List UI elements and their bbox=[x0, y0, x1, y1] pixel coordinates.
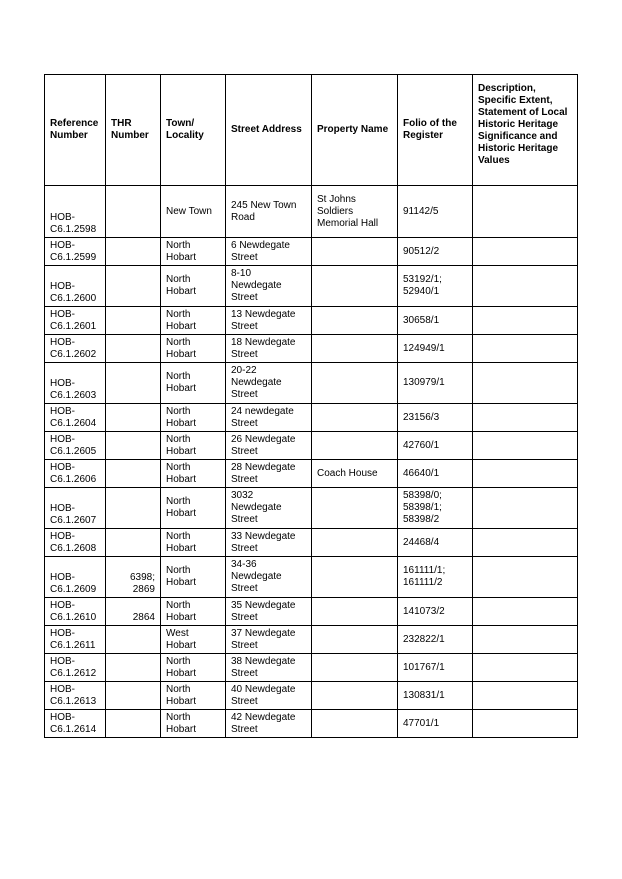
property-name-cell bbox=[312, 557, 398, 598]
reference-number-cell: HOB- C6.1.2609 bbox=[45, 557, 106, 598]
reference-number-cell: HOB- C6.1.2613 bbox=[45, 682, 106, 710]
table-row bbox=[45, 335, 578, 363]
town-locality-cell: North Hobart bbox=[161, 307, 226, 335]
description-cell bbox=[473, 654, 578, 682]
reference-number-cell: HOB- C6.1.2601 bbox=[45, 307, 106, 335]
column-header-folio: Folio of the Register bbox=[398, 75, 473, 186]
description-cell bbox=[473, 432, 578, 460]
reference-number-cell: HOB- C6.1.2600 bbox=[45, 266, 106, 307]
description-cell bbox=[473, 626, 578, 654]
property-name-cell: Coach House bbox=[312, 460, 398, 488]
property-name-cell bbox=[312, 682, 398, 710]
description-cell bbox=[473, 682, 578, 710]
street-address-cell: 42 Newdegate Street bbox=[226, 710, 312, 738]
thr-number-cell bbox=[106, 654, 161, 682]
table-row bbox=[45, 363, 578, 404]
table-row bbox=[45, 710, 578, 738]
description-cell bbox=[473, 363, 578, 404]
town-locality-cell: North Hobart bbox=[161, 682, 226, 710]
description-cell bbox=[473, 710, 578, 738]
thr-number-cell bbox=[106, 710, 161, 738]
thr-number-cell bbox=[106, 432, 161, 460]
thr-number-cell: 2864 bbox=[106, 598, 161, 626]
folio-cell: 53192/1; 52940/1 bbox=[398, 266, 473, 307]
property-name-cell bbox=[312, 307, 398, 335]
table-row bbox=[45, 557, 578, 598]
table-row bbox=[45, 488, 578, 529]
folio-cell: 42760/1 bbox=[398, 432, 473, 460]
town-locality-cell: North Hobart bbox=[161, 266, 226, 307]
street-address-cell: 40 Newdegate Street bbox=[226, 682, 312, 710]
column-header-town-locality: Town/ Locality bbox=[161, 75, 226, 186]
town-locality-cell: North Hobart bbox=[161, 404, 226, 432]
thr-number-cell bbox=[106, 186, 161, 238]
table-row bbox=[45, 432, 578, 460]
column-header-street-address: Street Address bbox=[226, 75, 312, 186]
table-row bbox=[45, 460, 578, 488]
folio-cell: 130979/1 bbox=[398, 363, 473, 404]
property-name-cell bbox=[312, 335, 398, 363]
folio-cell: 91142/5 bbox=[398, 186, 473, 238]
reference-number-cell: HOB- C6.1.2607 bbox=[45, 488, 106, 529]
reference-number-cell: HOB- C6.1.2606 bbox=[45, 460, 106, 488]
street-address-cell: 37 Newdegate Street bbox=[226, 626, 312, 654]
thr-number-cell bbox=[106, 266, 161, 307]
property-name-cell bbox=[312, 710, 398, 738]
town-locality-cell: North Hobart bbox=[161, 529, 226, 557]
reference-number-cell: HOB- C6.1.2602 bbox=[45, 335, 106, 363]
thr-number-cell bbox=[106, 460, 161, 488]
heritage-register-table bbox=[44, 74, 578, 738]
description-cell bbox=[473, 460, 578, 488]
table-body bbox=[45, 186, 578, 738]
table-header-row bbox=[45, 75, 578, 186]
reference-number-cell: HOB- C6.1.2614 bbox=[45, 710, 106, 738]
folio-cell: 47701/1 bbox=[398, 710, 473, 738]
table-row bbox=[45, 529, 578, 557]
thr-number-cell bbox=[106, 682, 161, 710]
folio-cell: 101767/1 bbox=[398, 654, 473, 682]
folio-cell: 46640/1 bbox=[398, 460, 473, 488]
property-name-cell bbox=[312, 598, 398, 626]
thr-number-cell bbox=[106, 238, 161, 266]
thr-number-cell bbox=[106, 335, 161, 363]
description-cell bbox=[473, 266, 578, 307]
reference-number-cell: HOB- C6.1.2608 bbox=[45, 529, 106, 557]
street-address-cell: 6 Newdegate Street bbox=[226, 238, 312, 266]
property-name-cell bbox=[312, 626, 398, 654]
street-address-cell: 18 Newdegate Street bbox=[226, 335, 312, 363]
reference-number-cell: HOB- C6.1.2610 bbox=[45, 598, 106, 626]
reference-number-cell: HOB- C6.1.2611 bbox=[45, 626, 106, 654]
town-locality-cell: North Hobart bbox=[161, 335, 226, 363]
table-row bbox=[45, 626, 578, 654]
town-locality-cell: New Town bbox=[161, 186, 226, 238]
thr-number-cell: 6398; 2869 bbox=[106, 557, 161, 598]
folio-cell: 58398/0; 58398/1; 58398/2 bbox=[398, 488, 473, 529]
street-address-cell: 34-36 Newdegate Street bbox=[226, 557, 312, 598]
description-cell bbox=[473, 488, 578, 529]
town-locality-cell: North Hobart bbox=[161, 238, 226, 266]
column-header-description: Description, Specific Extent, Statement of Local Historic Heritage Significance and Historic Heritage Values bbox=[473, 75, 578, 186]
table-row bbox=[45, 266, 578, 307]
street-address-cell: 38 Newdegate Street bbox=[226, 654, 312, 682]
property-name-cell bbox=[312, 529, 398, 557]
thr-number-cell bbox=[106, 529, 161, 557]
town-locality-cell: North Hobart bbox=[161, 488, 226, 529]
folio-cell: 24468/4 bbox=[398, 529, 473, 557]
description-cell bbox=[473, 186, 578, 238]
property-name-cell bbox=[312, 266, 398, 307]
property-name-cell bbox=[312, 404, 398, 432]
town-locality-cell: West Hobart bbox=[161, 626, 226, 654]
table-row bbox=[45, 186, 578, 238]
folio-cell: 124949/1 bbox=[398, 335, 473, 363]
table-row bbox=[45, 404, 578, 432]
description-cell bbox=[473, 335, 578, 363]
table-row bbox=[45, 654, 578, 682]
reference-number-cell: HOB- C6.1.2599 bbox=[45, 238, 106, 266]
folio-cell: 23156/3 bbox=[398, 404, 473, 432]
thr-number-cell bbox=[106, 363, 161, 404]
description-cell bbox=[473, 238, 578, 266]
street-address-cell: 26 Newdegate Street bbox=[226, 432, 312, 460]
street-address-cell: 3032 Newdegate Street bbox=[226, 488, 312, 529]
description-cell bbox=[473, 404, 578, 432]
street-address-cell: 33 Newdegate Street bbox=[226, 529, 312, 557]
description-cell bbox=[473, 557, 578, 598]
town-locality-cell: North Hobart bbox=[161, 363, 226, 404]
town-locality-cell: North Hobart bbox=[161, 432, 226, 460]
folio-cell: 90512/2 bbox=[398, 238, 473, 266]
description-cell bbox=[473, 529, 578, 557]
town-locality-cell: North Hobart bbox=[161, 710, 226, 738]
table-row bbox=[45, 682, 578, 710]
thr-number-cell bbox=[106, 488, 161, 529]
town-locality-cell: North Hobart bbox=[161, 557, 226, 598]
town-locality-cell: North Hobart bbox=[161, 598, 226, 626]
property-name-cell bbox=[312, 654, 398, 682]
description-cell bbox=[473, 598, 578, 626]
table-row bbox=[45, 598, 578, 626]
property-name-cell bbox=[312, 432, 398, 460]
property-name-cell bbox=[312, 488, 398, 529]
street-address-cell: 245 New Town Road bbox=[226, 186, 312, 238]
town-locality-cell: North Hobart bbox=[161, 460, 226, 488]
street-address-cell: 13 Newdegate Street bbox=[226, 307, 312, 335]
street-address-cell: 20-22 Newdegate Street bbox=[226, 363, 312, 404]
folio-cell: 161111/1; 161111/2 bbox=[398, 557, 473, 598]
property-name-cell: St Johns Soldiers Memorial Hall bbox=[312, 186, 398, 238]
description-cell bbox=[473, 307, 578, 335]
town-locality-cell: North Hobart bbox=[161, 654, 226, 682]
column-header-thr-number: THR Number bbox=[106, 75, 161, 186]
folio-cell: 30658/1 bbox=[398, 307, 473, 335]
column-header-reference-number: Reference Number bbox=[45, 75, 106, 186]
reference-number-cell: HOB- C6.1.2605 bbox=[45, 432, 106, 460]
thr-number-cell bbox=[106, 307, 161, 335]
thr-number-cell bbox=[106, 626, 161, 654]
street-address-cell: 35 Newdegate Street bbox=[226, 598, 312, 626]
street-address-cell: 24 newdegate Street bbox=[226, 404, 312, 432]
reference-number-cell: HOB- C6.1.2604 bbox=[45, 404, 106, 432]
reference-number-cell: HOB- C6.1.2612 bbox=[45, 654, 106, 682]
reference-number-cell: HOB- C6.1.2598 bbox=[45, 186, 106, 238]
folio-cell: 232822/1 bbox=[398, 626, 473, 654]
table-row bbox=[45, 307, 578, 335]
street-address-cell: 8-10 Newdegate Street bbox=[226, 266, 312, 307]
reference-number-cell: HOB- C6.1.2603 bbox=[45, 363, 106, 404]
thr-number-cell bbox=[106, 404, 161, 432]
property-name-cell bbox=[312, 238, 398, 266]
column-header-property-name: Property Name bbox=[312, 75, 398, 186]
folio-cell: 141073/2 bbox=[398, 598, 473, 626]
folio-cell: 130831/1 bbox=[398, 682, 473, 710]
property-name-cell bbox=[312, 363, 398, 404]
street-address-cell: 28 Newdegate Street bbox=[226, 460, 312, 488]
table-row bbox=[45, 238, 578, 266]
